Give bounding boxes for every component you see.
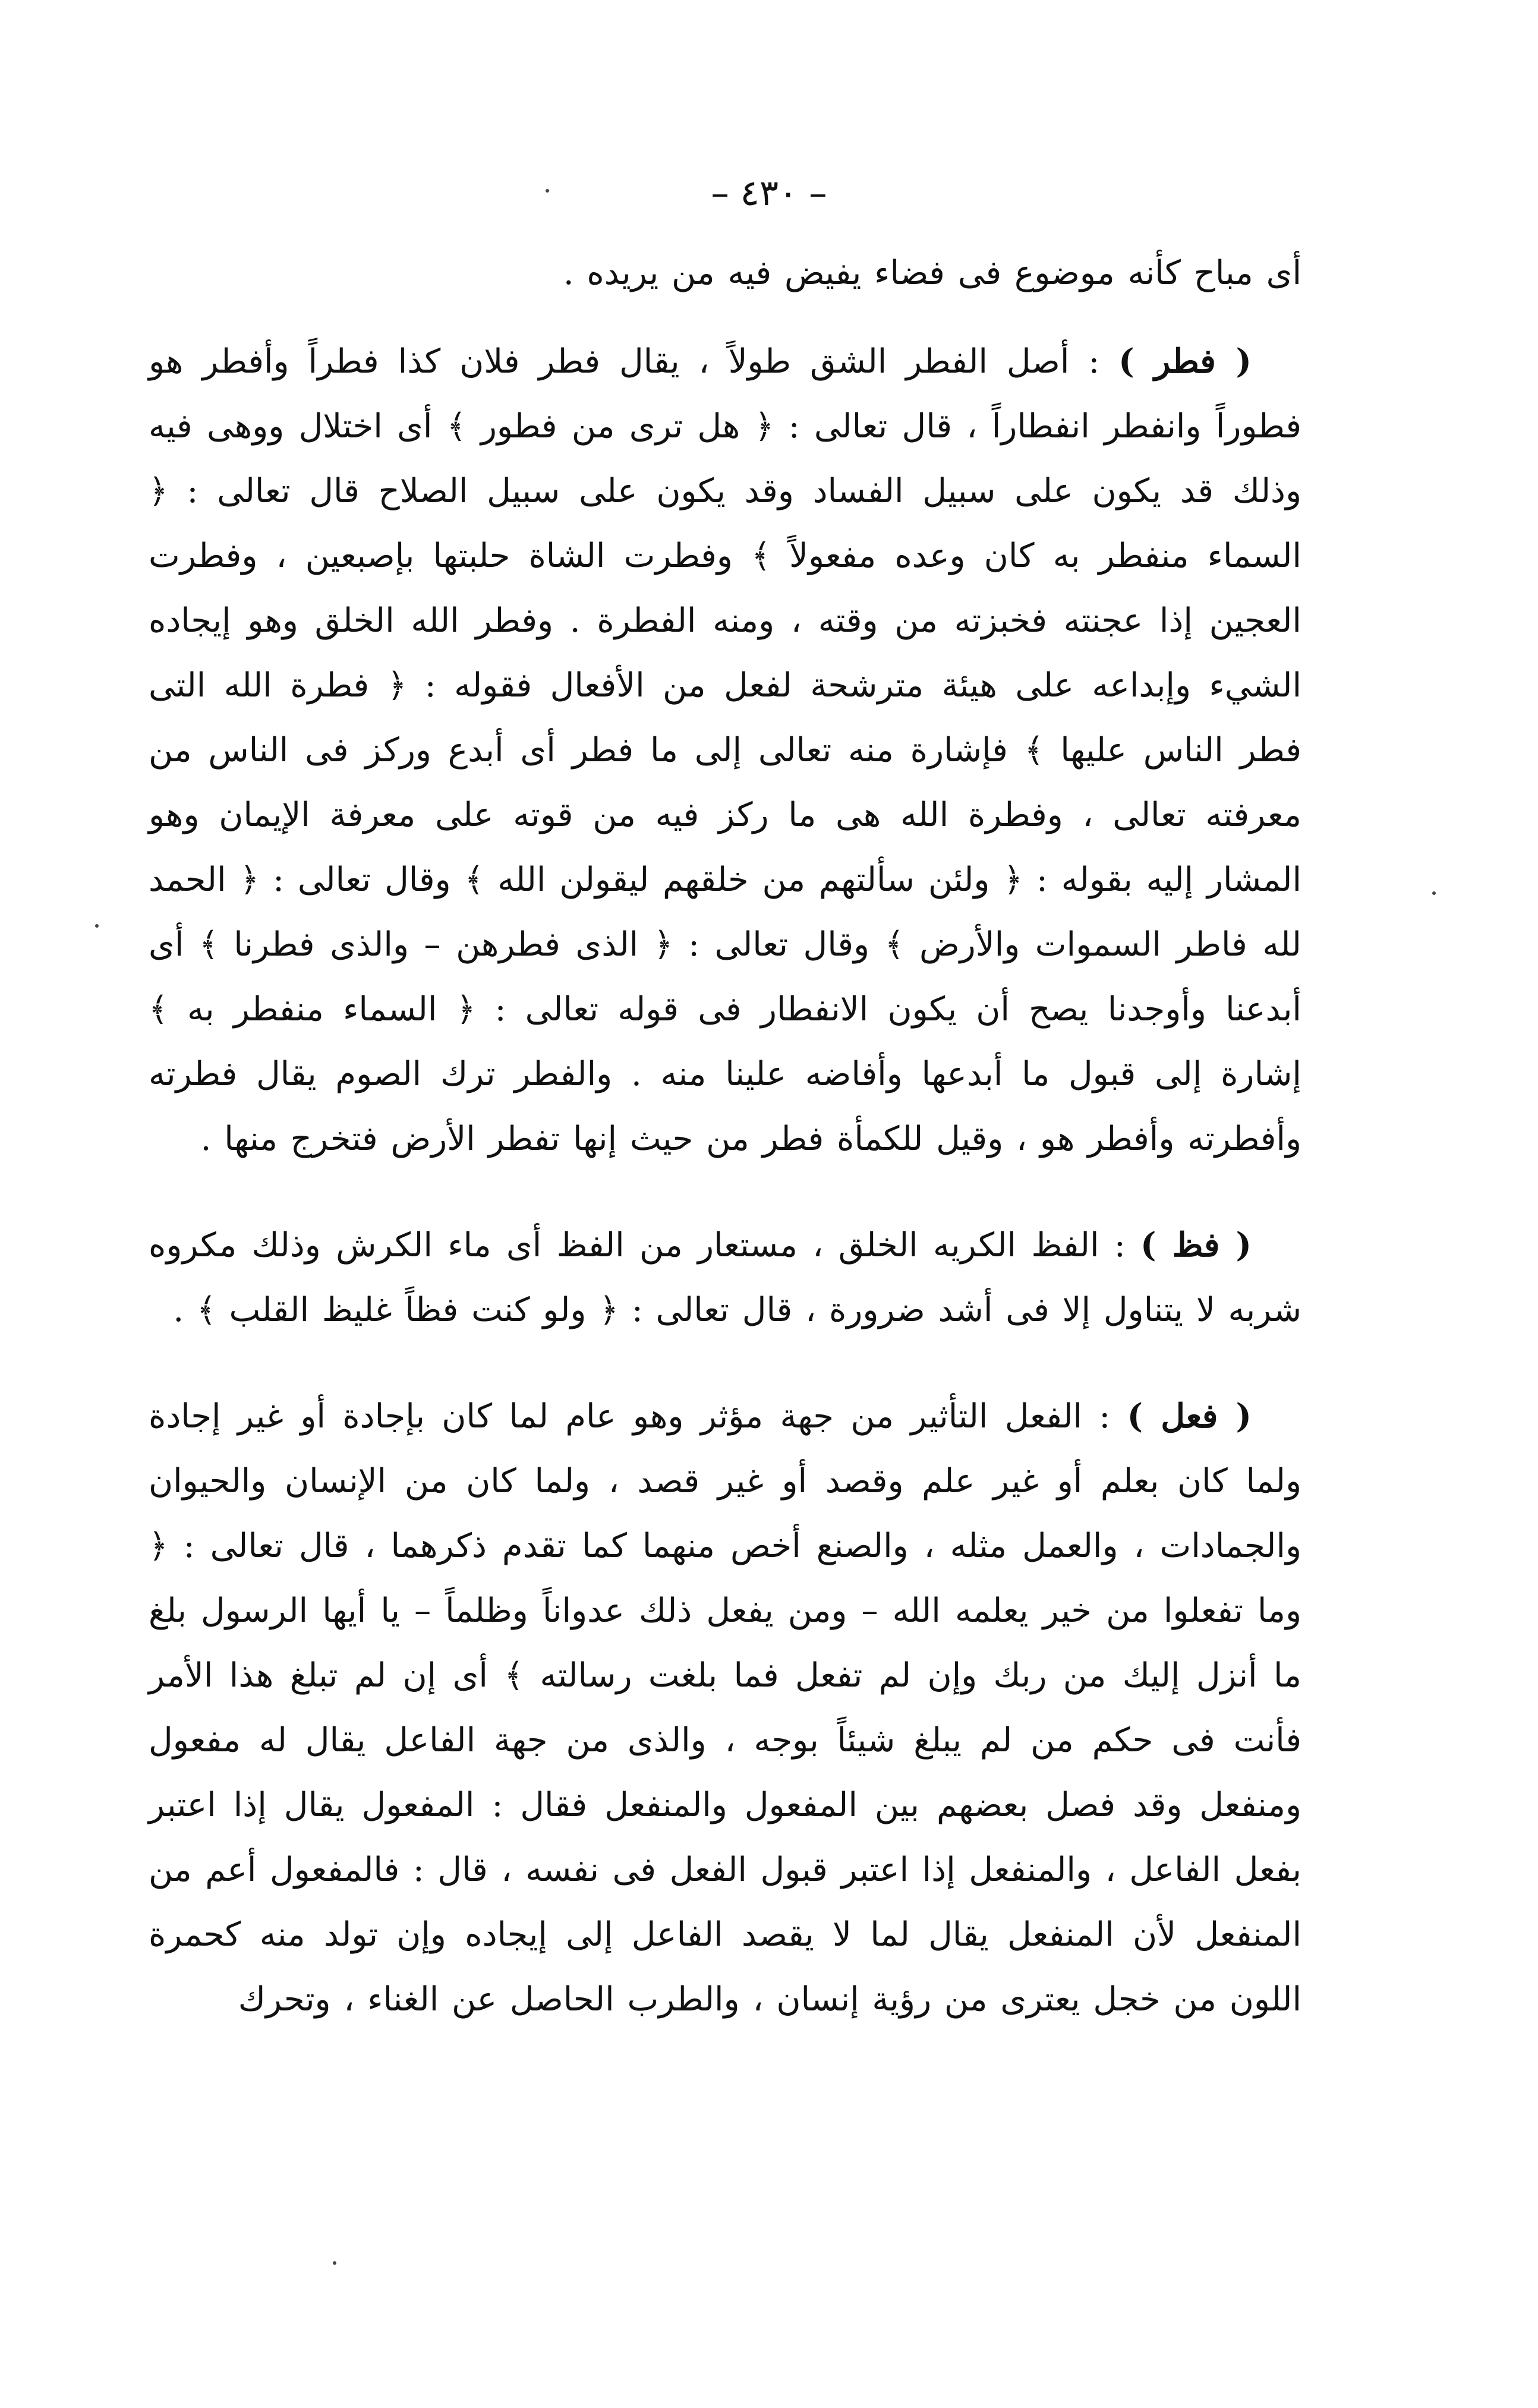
entry-fatara	[149, 329, 1301, 1171]
body-text	[149, 241, 1301, 2032]
paragraph-text: أى مباح كأنه موضوع فى فضاء يفيض فيه من يريده .	[563, 254, 1301, 292]
scan-speck	[1432, 891, 1436, 895]
scan-speck	[546, 189, 549, 193]
paragraph-continuation	[149, 241, 1301, 305]
entry-text: : أصل الفطر الشق طولاً ، يقال فطر فلان كذا فطراً وأفطر هو فطوراً وانفطر انفطاراً ، قال تعالى : ﴿ هل ترى من فطور ﴾ أى اختلال ووهى فيه وذلك قد يكون على سبيل الفساد وقد يكون على سبيل الصلاح قال تعالى : ﴿ السماء منفطر به كان وعده مفعولاً ﴾ وفطرت الشاة حلبتها بإصبعين ، وفطرت العجين إذا عجنته فخبزته من وقته ، ومنه الفطرة . وفطر الله الخلق وهو إيجاده الشيء وإبداعه على هيئة مترشحة لفعل من الأفعال فقوله : ﴿ فطرة الله التى فطر الناس عليها ﴾ فإشارة منه تعالى إلى ما فطر أى أبدع وركز فى الناس من معرفته تعالى ، وفطرة الله هى ما ركز فيه من قوته على معرفة الإيمان وهو المشار إليه بقوله : ﴿ ولئن سألتهم من خلقهم ليقولن الله ﴾ وقال تعالى : ﴿ الحمد لله فاطر السموات والأرض ﴾ وقال تعالى : ﴿ الذى فطرهن – والذى فطرنا ﴾ أى أبدعنا وأوجدنا يصح أن يكون الانفطار فى قوله تعالى : ﴿ السماء منفطر به ﴾ إشارة إلى قبول ما أبدعها وأفاضه علينا منه . والفطر ترك الصوم يقال فطرته وأفطرته وأفطر هو ، وقيل للكمأة فطر من حيث إنها تفطر الأرض فتخرج منها .	[149, 342, 1302, 1158]
entry-term: ( فظ )	[1140, 1225, 1252, 1265]
scan-speck	[95, 924, 99, 928]
entry-term: ( فطر )	[1118, 342, 1252, 381]
page-number: – ٤٣٠ –	[711, 172, 827, 214]
entry-text: : الفظ الكريه الخلق ، مستعار من الفظ أى ماء الكرش وذلك مكروه شربه لا يتناول إلا فى أشد ضرورة ، قال تعالى : ﴿ ولو كنت فظاً غليظ القلب ﴾ .	[149, 1226, 1301, 1329]
entry-term: ( فعل )	[1127, 1397, 1252, 1436]
entry-fazz	[149, 1213, 1301, 1342]
scan-speck	[333, 2261, 336, 2265]
entry-fa3ala	[149, 1384, 1301, 2032]
entry-text: : الفعل التأثير من جهة مؤثر وهو عام لما كان بإجادة أو غير إجادة ولما كان بعلم أو غير علم وقصد أو غير قصد ، ولما كان من الإنسان والحيوان والجمادات ، والعمل مثله ، والصنع أخص منهما كما تقدم ذكرهما ، قال تعالى : ﴿ وما تفعلوا من خير يعلمه الله – ومن يفعل ذلك عدواناً وظلماً – يا أيها الرسول بلغ ما أنزل إليك من ربك وإن لم تفعل فما بلغت رسالته ﴾ أى إن لم تبلغ هذا الأمر فأنت فى حكم من لم يبلغ شيئاً بوجه ، والذى من جهة الفاعل يقال له مفعول ومنفعل وقد فصل بعضهم بين المفعول والمنفعل فقال : المفعول يقال إذا اعتبر بفعل الفاعل ، والمنفعل إذا اعتبر قبول الفعل فى نفسه ، قال : فالمفعول أعم من المنفعل لأن المنفعل يقال لما لا يقصد الفاعل إلى إيجاده وإن تولد منه كحمرة اللون من خجل يعترى من رؤية إنسان ، والطرب الحاصل عن الغناء ، وتحرك	[149, 1397, 1302, 2019]
